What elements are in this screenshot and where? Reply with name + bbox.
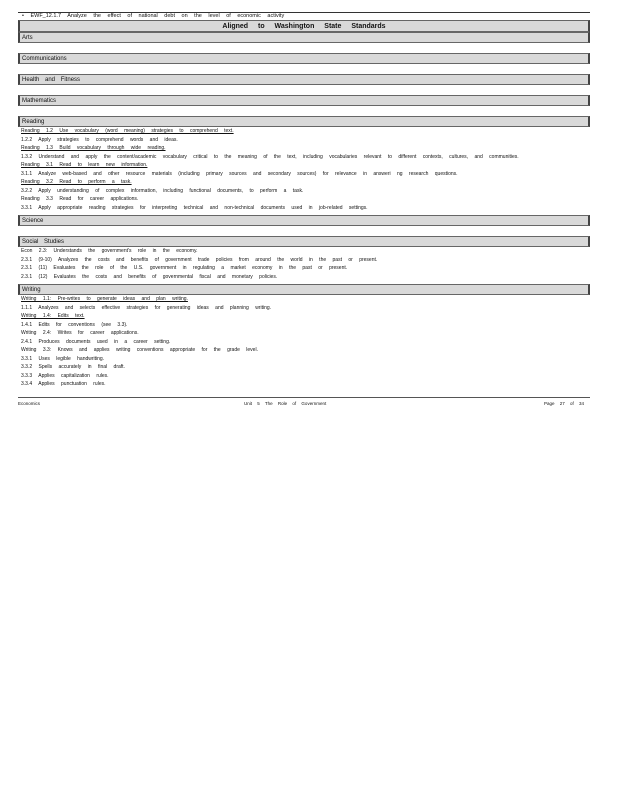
section-spacer [18, 106, 590, 116]
section-spacer [18, 226, 590, 236]
standard-item: 2.3.1 (9-10) Analyzes the costs and benefits of government trade policies from around the world in the past or present. [21, 256, 378, 263]
standard-item: 3.1.1 Analyze web-based and other resource materials (including primary sources and secondary sources) for relevance in answeri ng research questions. [21, 170, 458, 177]
section-header: Social Studies [18, 236, 590, 247]
standard-heading: Reading 1.3 Build vocabulary through wide reading. [21, 145, 166, 151]
standard-item: 3.3.1 Apply appropriate reading strategies for interpreting technical and non-technical documents used in job-related settings. [21, 204, 368, 211]
section-content [18, 127, 590, 212]
section-spacer [18, 85, 590, 95]
standard-item: Writing 3.3: Knows and applies writing conventions appropriate for the grade level. [21, 347, 258, 353]
section-content [18, 247, 590, 281]
standard-item: 3.3.1 Uses legible handwriting. [21, 355, 105, 362]
section-header: Health and Fitness [18, 74, 590, 85]
standards-title: Aligned to Washington State Standards [18, 20, 590, 32]
standard-heading: Reading 3.2 Read to perform a task. [21, 179, 132, 185]
standard-heading: Writing 1.4: Edits text. [21, 313, 85, 319]
standards-sections [18, 32, 590, 392]
standard-heading: Reading 1.2 Use vocabulary (word meaning) strategies to comprehend text. [21, 128, 234, 134]
standard-heading: Writing 1.1: Pre-writes to generate ideas and plan writing. [21, 296, 188, 302]
standard-item: 2.3.1 (12) Evaluates the costs and benefits of governmental fiscal and monetary policies. [21, 273, 278, 280]
section-header: Arts [18, 32, 590, 43]
standard-item: Reading 3.3 Read for career applications. [21, 196, 139, 202]
document-page [18, 12, 590, 409]
section-content [18, 295, 590, 389]
standard-item: 1.2.2 Apply strategies to comprehend words and ideas. [21, 136, 178, 143]
standard-item: 3.3.4 Applies punctuation rules. [21, 381, 106, 387]
section-spacer [18, 64, 590, 74]
footer-course: Economics [18, 400, 41, 406]
standard-item: 3.3.2 Spells accurately in final draft. [21, 364, 125, 370]
section-header: Writing [18, 284, 590, 295]
footer-page-number: Page 27 of 34 [543, 400, 584, 406]
standard-item: 1.3.2 Understand and apply the content/academic vocabulary critical to the meaning of the text, including vocabularies relevant to different contexts, cultures, and communities. [21, 153, 519, 160]
footer-unit: Unit 5 The Role of Government [244, 400, 327, 406]
standard-item: 1.1.1 Analyzes and selects effective strategies for generating ideas and planning writing. [21, 304, 272, 311]
standard-heading: Reading 3.1 Read to learn new information. [21, 162, 148, 168]
activity-line: • EWF_12.1.7 Analyze the effect of national debt on the level of economic activity [22, 13, 285, 19]
standard-item: Econ 2.3: Understands the government's role in the economy. [21, 248, 198, 254]
section-spacer [18, 389, 590, 392]
section-header: Reading [18, 116, 590, 127]
section-header: Science [18, 215, 590, 226]
standard-item: Writing 2.4: Writes for career applications. [21, 330, 139, 336]
standard-item: 2.4.1 Produces documents used in a career setting. [21, 338, 171, 345]
standard-item: 1.4.1 Edits for conventions (see 3.3). [21, 321, 128, 328]
standard-item: 3.3.3 Applies capitalization rules. [21, 372, 109, 379]
standard-item: 2.3.1 (11) Evaluates the role of the U.S. government in regulating a market economy in the past or present. [21, 265, 348, 271]
section-spacer [18, 43, 590, 53]
standard-item: 3.2.2 Apply understanding of complex information, including functional documents, to perform a task. [21, 187, 304, 194]
section-header: Communications [18, 53, 590, 64]
section-header: Mathematics [18, 95, 590, 106]
page-footer [18, 397, 590, 409]
